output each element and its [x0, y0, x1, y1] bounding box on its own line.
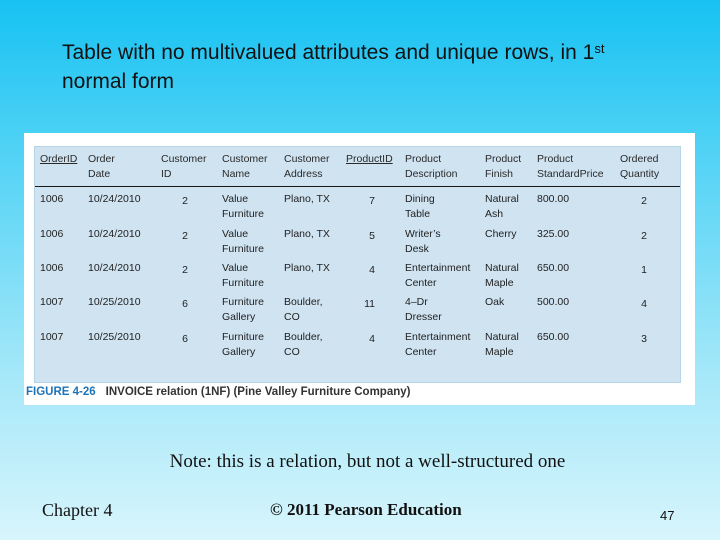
column-header-line2: Finish	[485, 168, 514, 180]
table-cell	[537, 330, 569, 345]
table-cell-line2: Furniture	[222, 277, 265, 289]
column-header-line1: Product	[405, 153, 442, 165]
table-cell	[405, 192, 435, 222]
table-cell-line1: 10/25/2010	[88, 296, 141, 308]
table-cell	[485, 227, 517, 242]
table-cell-line1: Dining	[405, 193, 435, 205]
table-cell-line1: Cherry	[485, 228, 517, 240]
table-cell-line2: Table	[405, 208, 431, 220]
column-header	[40, 152, 77, 167]
table-cell-line1: Entertainment	[405, 331, 471, 343]
table-cell-line1: Value	[222, 193, 249, 205]
table-cell	[607, 194, 647, 209]
table-cell-line1: 325.00	[537, 228, 570, 240]
table-cell	[607, 332, 647, 347]
column-header-line1: Customer	[284, 153, 330, 165]
table-cell	[222, 261, 264, 291]
table-cell	[40, 330, 63, 345]
table-cell-line2: Maple	[485, 277, 514, 289]
table-cell	[405, 227, 441, 257]
table-cell-line1: Boulder,	[284, 296, 323, 308]
table-cell	[284, 261, 330, 276]
column-header	[88, 152, 115, 182]
column-header	[537, 152, 604, 182]
table-cell-line1: 800.00	[537, 193, 570, 205]
table-cell-line1: Value	[222, 262, 249, 274]
column-header	[284, 152, 330, 182]
figure-invoice-relation	[24, 133, 695, 405]
column-header-line2: Date	[88, 168, 111, 180]
table-cell	[222, 295, 264, 325]
table-cell-line1: 11	[364, 298, 375, 310]
table-cell-line2: Dresser	[405, 311, 442, 323]
table-cell-line1: 10/25/2010	[88, 331, 141, 343]
table-cell	[88, 227, 141, 242]
table-cell	[607, 229, 647, 244]
table-cell	[537, 261, 569, 276]
table-cell-line1: Value	[222, 228, 249, 240]
table-cell	[485, 330, 519, 360]
table-cell	[607, 297, 647, 312]
table-cell-line1: Plano, TX	[284, 193, 330, 205]
table-cell	[335, 194, 375, 209]
table-cell-line1: 6	[182, 333, 188, 345]
table-cell	[284, 192, 330, 207]
table-cell-line1: 650.00	[537, 331, 570, 343]
table-cell-line2: Furniture	[222, 208, 265, 220]
column-header-line1: Order	[88, 153, 115, 165]
table-cell	[40, 192, 63, 207]
table-cell-line1: 6	[182, 298, 188, 310]
table-cell	[537, 295, 569, 310]
column-header-line1: OrderID	[40, 153, 78, 165]
table-cell-line1: 650.00	[537, 262, 570, 274]
table-cell-line2: CO	[284, 346, 300, 358]
column-header	[405, 152, 458, 182]
table-cell-line1: 4	[369, 333, 375, 345]
table-cell	[284, 330, 323, 360]
table-cell	[335, 263, 375, 278]
table-cell	[485, 261, 519, 291]
table-cell-line2: Maple	[485, 346, 514, 358]
table-cell-line2: Center	[405, 277, 437, 289]
slide-title-line2: normal form	[62, 70, 175, 93]
table-cell	[335, 229, 375, 244]
table-cell-line2: Desk	[405, 243, 429, 255]
table-cell-line1: 1006	[40, 228, 64, 240]
table-cell-line1: Writer’s	[405, 228, 441, 240]
page-number: 47	[660, 508, 675, 523]
table-cell	[284, 295, 323, 325]
column-header	[485, 152, 521, 182]
table-cell	[88, 192, 141, 207]
table-cell	[537, 192, 569, 207]
table-cell-line1: 1007	[40, 296, 64, 308]
table-cell-line1: 10/24/2010	[88, 262, 141, 274]
table-cell	[284, 227, 330, 242]
table-cell-line1: Natural	[485, 193, 519, 205]
table-cell-line2: CO	[284, 311, 300, 323]
column-header-line1: Ordered	[620, 153, 659, 165]
table-cell	[405, 330, 470, 360]
table-cell-line1: 10/24/2010	[88, 193, 141, 205]
table-cell	[40, 295, 63, 310]
table-cell-line1: 4–Dr	[405, 296, 428, 308]
table-cell-line1: Natural	[485, 262, 519, 274]
table-cell-line1: 500.00	[537, 296, 570, 308]
slide-note: Note: this is a relation, but not a well-structured one	[169, 451, 566, 472]
column-header-line2: StandardPrice	[537, 168, 604, 180]
table-cell	[222, 330, 264, 360]
figure-caption-text: INVOICE relation (1NF) (Pine Valley Furniture Company)	[105, 386, 411, 398]
column-header-line1: Product	[485, 153, 522, 165]
footer-copyright: © 2011 Pearson Education	[270, 500, 462, 519]
table-cell-line1: Furniture	[222, 331, 265, 343]
table-cell-line2: Gallery	[222, 346, 256, 358]
figure-caption-label: FIGURE 4-26	[26, 386, 96, 398]
table-cell-line1: 2	[182, 230, 188, 242]
table-cell-line1: Boulder,	[284, 331, 323, 343]
column-header-line2: Quantity	[620, 168, 660, 180]
column-header	[346, 152, 393, 167]
table-cell-line2: Gallery	[222, 311, 256, 323]
table-cell	[607, 263, 647, 278]
column-header-line1: Product	[537, 153, 574, 165]
table-cell-line1: Oak	[485, 296, 505, 308]
table-cell	[148, 229, 188, 244]
table-cell-line1: Plano, TX	[284, 262, 330, 274]
table-cell-line2: Ash	[485, 208, 504, 220]
table-cell	[40, 227, 63, 242]
table-cell	[222, 227, 264, 257]
table-cell-line1: 10/24/2010	[88, 228, 141, 240]
table-cell-line1: Natural	[485, 331, 519, 343]
column-header-line1: Customer	[222, 153, 268, 165]
column-header-line1: Customer	[161, 153, 207, 165]
table-cell-line1: 1006	[40, 193, 64, 205]
table-cell-line1: 2	[182, 195, 188, 207]
table-cell	[405, 261, 470, 291]
slide-title-main: Table with no multivalued attributes and unique rows, in 1	[62, 41, 595, 64]
table-cell-line1: Entertainment	[405, 262, 471, 274]
table-cell-line1: 2	[641, 230, 647, 242]
table-cell-line1: 1007	[40, 331, 64, 343]
table-cell	[148, 263, 188, 278]
figure-caption	[26, 386, 410, 398]
column-header	[161, 152, 207, 182]
slide-title	[62, 38, 702, 96]
column-header-line2: Name	[222, 168, 251, 180]
table-cell-line1: Plano, TX	[284, 228, 330, 240]
table-cell-line1: 2	[182, 264, 188, 276]
header-divider	[35, 186, 680, 187]
table-cell-line1: 7	[369, 195, 375, 207]
table-cell	[335, 332, 375, 347]
column-header	[222, 152, 268, 182]
column-header	[620, 152, 659, 182]
column-header-line1: ProductID	[346, 153, 393, 165]
table-cell-line1: 4	[369, 264, 375, 276]
table-cell	[88, 261, 141, 276]
footer-chapter: Chapter 4	[42, 500, 113, 520]
table-cell	[148, 332, 188, 347]
table-cell	[537, 227, 569, 242]
table-cell	[40, 261, 63, 276]
table-cell	[148, 194, 188, 209]
table-cell-line1: 4	[641, 298, 647, 310]
table-cell-line1: 5	[369, 230, 375, 242]
table-cell-line1: Furniture	[222, 296, 265, 308]
table-cell	[485, 295, 504, 310]
table-cell-line1: 3	[641, 333, 647, 345]
column-header-line2: Address	[284, 168, 323, 180]
column-header-line2: Description	[405, 168, 458, 180]
table-cell-line1: 2	[641, 195, 647, 207]
table-cell-line2: Furniture	[222, 243, 265, 255]
column-header-line2: ID	[161, 168, 172, 180]
table-cell	[88, 330, 141, 345]
table-cell-line2: Center	[405, 346, 437, 358]
invoice-table	[34, 146, 681, 383]
table-cell-line1: 1006	[40, 262, 64, 274]
slide-title-superscript: st	[594, 41, 605, 56]
table-cell	[485, 192, 519, 222]
table-cell	[222, 192, 264, 222]
table-cell	[405, 295, 442, 325]
table-cell	[335, 297, 375, 312]
table-cell	[88, 295, 141, 310]
table-cell-line1: 1	[641, 264, 647, 276]
table-cell	[148, 297, 188, 312]
